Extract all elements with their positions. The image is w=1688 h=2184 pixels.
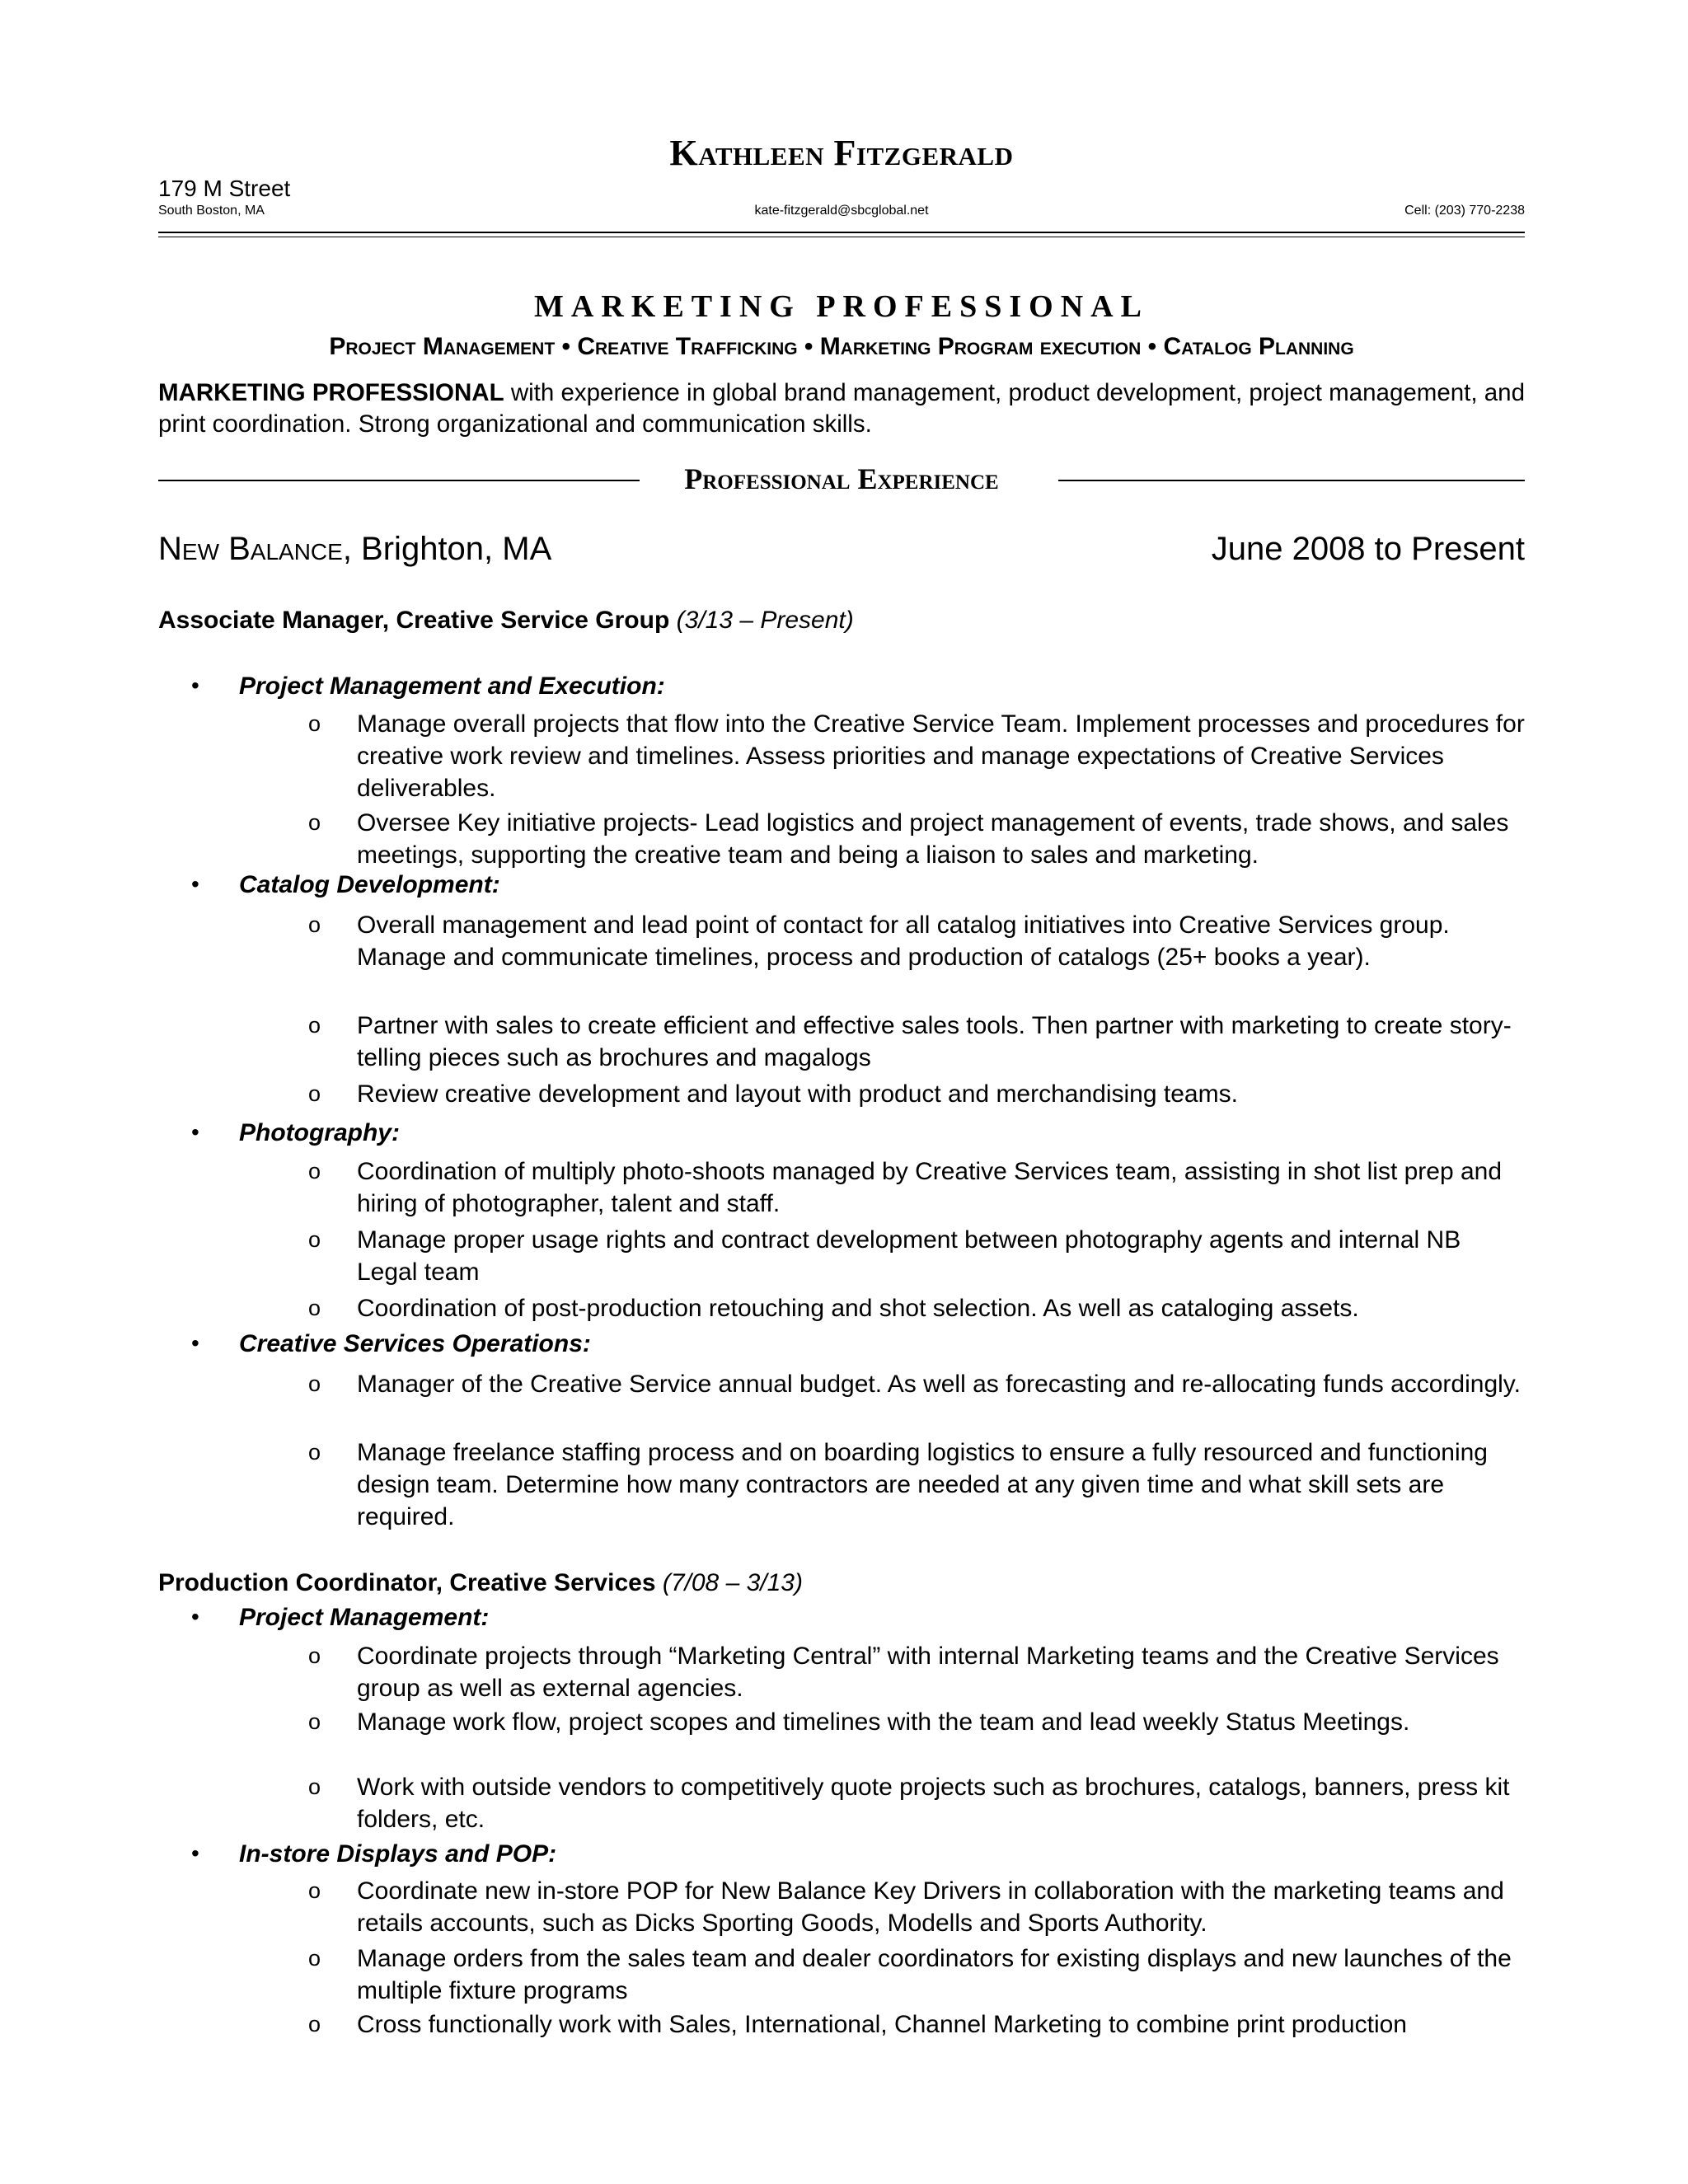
city-state: South Boston, MA bbox=[158, 204, 265, 218]
list-item-text: Manage proper usage rights and contract development between photography agents and internal NB Legal team bbox=[357, 1226, 1461, 1286]
role-period: (3/13 – Present) bbox=[669, 607, 854, 634]
section-rule-right bbox=[1058, 480, 1525, 481]
category bbox=[158, 673, 1525, 705]
role-name: Production Coordinator, Creative Services bbox=[158, 1569, 656, 1596]
hollow-bullet-icon: o bbox=[308, 1946, 321, 1971]
hollow-bullet-icon: o bbox=[308, 1081, 321, 1106]
list-item-text: Review creative development and layout with product and merchandising teams. bbox=[357, 1080, 1238, 1108]
category-label: Photography: bbox=[239, 1119, 400, 1146]
section-header-experience bbox=[158, 462, 1525, 498]
list-item-text: Overall management and lead point of contact for all catalog initiatives into Creative Services group. Manage and communicate timelines, process and production of catalogs (25+ books a year). bbox=[357, 912, 1450, 971]
list-item-text: Cross functionally work with Sales, International, Channel Marketing to combine print production bbox=[357, 2011, 1407, 2038]
summary-paragraph bbox=[158, 377, 1525, 440]
list-item-text: Manage orders from the sales team and dealer coordinators for existing displays and new launches of the multiple fixture programs bbox=[357, 1945, 1512, 2004]
list-item-text: Coordination of post-production retouching and shot selection. As well as cataloging assets. bbox=[357, 1295, 1359, 1322]
hollow-bullet-icon: o bbox=[308, 1296, 321, 1320]
list-item-text: Coordinate projects through “Marketing Central” with internal Marketing teams and the Creative Services group as well as external agencies. bbox=[357, 1643, 1499, 1702]
role-name: Associate Manager, Creative Service Group bbox=[158, 607, 670, 634]
hollow-bullet-icon: o bbox=[308, 1643, 321, 1668]
hollow-bullet-icon: o bbox=[308, 1013, 321, 1038]
section-title: Professional Experience bbox=[684, 462, 999, 495]
email-address: kate-fitzgerald@sbcglobal.net bbox=[754, 204, 929, 218]
role-title bbox=[158, 607, 854, 635]
hollow-bullet-icon: o bbox=[308, 2012, 321, 2036]
hollow-bullet-icon: o bbox=[308, 1774, 321, 1799]
list-item-text: Work with outside vendors to competitively quote projects such as brochures, catalogs, banners, press kit folders, etc. bbox=[357, 1774, 1510, 1833]
hollow-bullet-icon: o bbox=[308, 1440, 321, 1465]
category bbox=[158, 1119, 1525, 1152]
street-address: 179 M Street bbox=[158, 176, 291, 201]
resume-page bbox=[158, 0, 1525, 2184]
category bbox=[158, 1330, 1525, 1363]
hollow-bullet-icon: o bbox=[308, 1159, 321, 1183]
company-location: , Brighton, MA bbox=[342, 531, 552, 567]
list-item-text: Manage work flow, project scopes and timelines with the team and lead weekly Status Meetings. bbox=[357, 1708, 1410, 1736]
list-item-text: Manager of the Creative Service annual budget. As well as forecasting and re-allocating funds accordingly. bbox=[357, 1371, 1521, 1398]
cell-phone: Cell: (203) 770-2238 bbox=[1404, 204, 1525, 218]
category-label: Creative Services Operations: bbox=[239, 1330, 591, 1357]
hollow-bullet-icon: o bbox=[308, 810, 321, 835]
candidate-name: Kathleen Fitzgerald bbox=[669, 133, 1014, 173]
bullet-icon: • bbox=[191, 673, 199, 698]
bullet-icon: • bbox=[191, 1119, 199, 1145]
resume-title: MARKETING PROFESSIONAL bbox=[534, 289, 1149, 324]
hollow-bullet-icon: o bbox=[308, 1878, 321, 1903]
category-label: Project Management and Execution: bbox=[239, 673, 665, 700]
header-divider bbox=[158, 232, 1525, 237]
list-item-text: Coordination of multiply photo-shoots managed by Creative Services team, assisting in shot list prep and hiring of photographer, talent and staff. bbox=[357, 1158, 1503, 1217]
role-period: (7/08 – 3/13) bbox=[655, 1569, 803, 1596]
list-item-text: Manage overall projects that flow into the Creative Service Team. Implement processes and procedures for creative work review and timelines. Assess priorities and manage expectations of Creative Services deliverables. bbox=[357, 710, 1525, 802]
category-label: Catalog Development: bbox=[239, 871, 500, 898]
hollow-bullet-icon: o bbox=[308, 1371, 321, 1396]
company-name bbox=[158, 531, 551, 568]
category bbox=[158, 871, 1525, 904]
company-name-text: New Balance bbox=[158, 531, 343, 567]
contact-row bbox=[158, 204, 1525, 233]
hollow-bullet-icon: o bbox=[308, 912, 321, 937]
hollow-bullet-icon: o bbox=[308, 1227, 321, 1252]
list-item-text: Coordinate new in-store POP for New Balance Key Drivers in collaboration with the marketing teams and retails accounts, such as Dicks Sporting Goods, Modells and Sports Authority. bbox=[357, 1877, 1504, 1937]
skills-tagline: Project Management • Creative Trafficking • Marketing Program execution • Catalog Planning bbox=[329, 333, 1354, 360]
bullet-icon: • bbox=[191, 1330, 199, 1356]
bullet-icon: • bbox=[191, 1604, 199, 1629]
list-item-text: Oversee Key initiative projects- Lead logistics and project management of events, trade shows, and sales meetings, supporting the creative team and being a liaison to sales and marketing. bbox=[357, 809, 1509, 869]
list-item-text: Manage freelance staffing process and on boarding logistics to ensure a fully resourced and functioning design team. Determine how many contractors are needed at any given time and what skill sets are required. bbox=[357, 1439, 1488, 1530]
employment-dates: June 2008 to Present bbox=[1211, 531, 1525, 567]
hollow-bullet-icon: o bbox=[308, 711, 321, 736]
summary-text: with experience in global brand management, product development, project management, and print coordination. Strong organizational and communication skills. bbox=[158, 379, 1525, 438]
summary-lead: MARKETING PROFESSIONAL bbox=[158, 379, 504, 406]
list-item-text: Partner with sales to create efficient and effective sales tools. Then partner with marketing to create story-telling pieces such as brochures and magalogs bbox=[357, 1012, 1512, 1071]
hollow-bullet-icon: o bbox=[308, 1709, 321, 1734]
category-label: Project Management: bbox=[239, 1604, 490, 1631]
category bbox=[158, 1840, 1525, 1873]
category-label: In-store Displays and POP: bbox=[239, 1840, 557, 1868]
bullet-icon: • bbox=[191, 871, 199, 897]
category bbox=[158, 1604, 1525, 1637]
role-title bbox=[158, 1569, 803, 1597]
bullet-icon: • bbox=[191, 1840, 199, 1866]
